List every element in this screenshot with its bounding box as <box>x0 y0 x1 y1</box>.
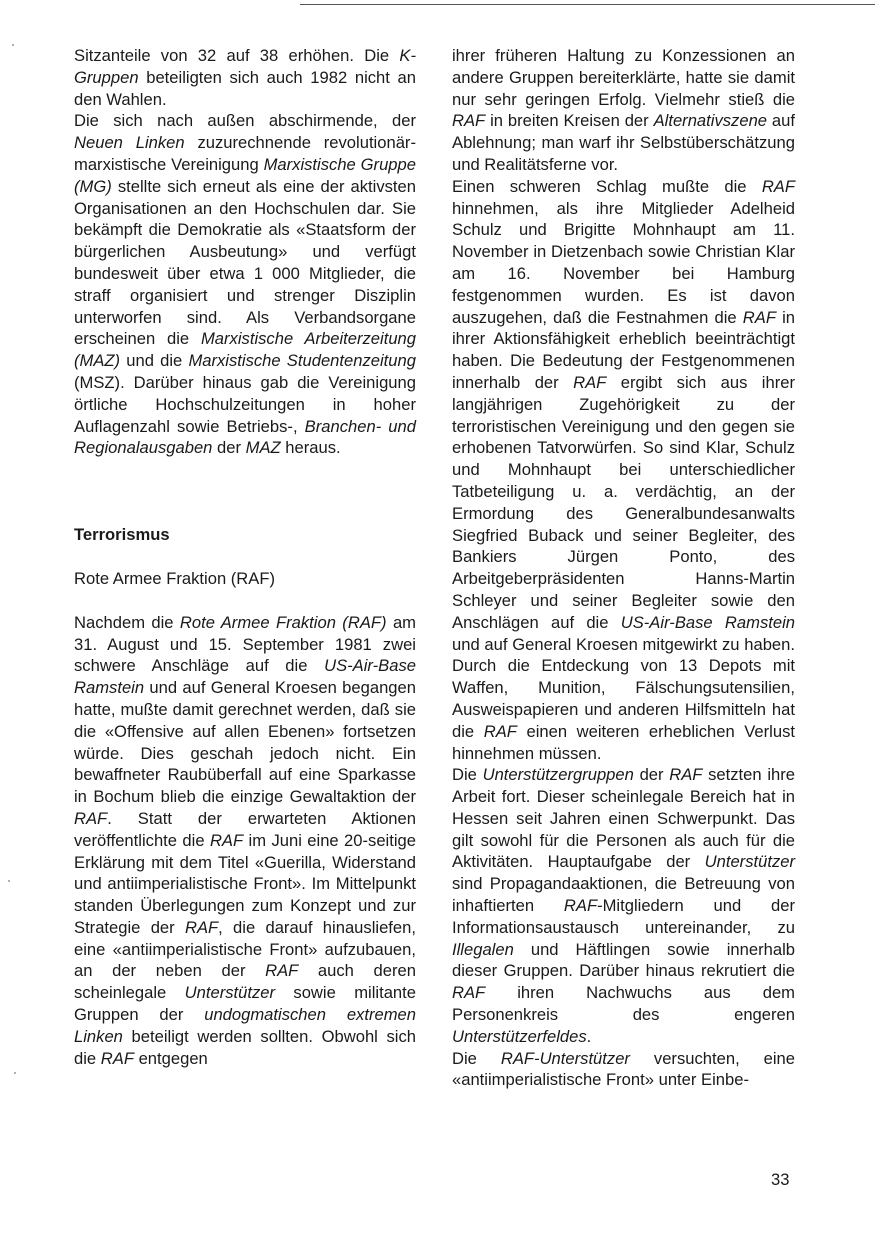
italic-text: RAF-Unterstützer <box>500 1048 630 1068</box>
text-run: versuchten, eine «antiimperialistische Front» unter Einbe- <box>452 1048 796 1090</box>
paragraph <box>452 1048 795 1092</box>
paragraph <box>74 110 416 459</box>
text-run: zuzurechnende revolutionär-marxistische Vereinigung <box>74 133 416 174</box>
italic-text: RAF <box>265 961 299 981</box>
text-run: Die <box>452 1048 501 1068</box>
italic-text: Rote Armee Fraktion (RAF) <box>179 612 387 632</box>
italic-text: RAF <box>452 111 486 131</box>
text-run: . Statt der erwarteten Aktionen veröffentlichte die <box>74 808 416 850</box>
text-run: der <box>212 438 246 458</box>
text-run: beteiligt werden sollten. Obwohl sich die <box>74 1026 416 1068</box>
text-run: in ihrer Aktionsfähigkeit erheblich beeinträchtigt haben. Die Bedeutung der Festgenommenen innerhalb der <box>452 307 795 392</box>
italic-text: US-Air-Base Ramstein <box>74 656 416 698</box>
italic-text: Unterstützerfeldes <box>452 1026 587 1046</box>
text-run: und die <box>120 351 189 371</box>
italic-text: RAF <box>74 808 108 828</box>
italic-text: RAF <box>761 176 795 196</box>
text-run: sind Propagandaaktionen, die Betreuung von inhaftierten <box>452 874 795 916</box>
text-run: Nachdem die <box>74 612 180 632</box>
paragraph <box>452 176 795 765</box>
right-column <box>452 45 795 1091</box>
italic-text: K-Gruppen <box>74 46 416 87</box>
text-run: Die sich nach außen abschirmende, der <box>74 111 416 131</box>
text-run: am 31. August und 15. September 1981 zwei schwere Anschläge auf die <box>74 612 416 676</box>
section-paragraphs <box>74 612 416 1070</box>
italic-text: Unterstützergruppen <box>482 765 634 785</box>
scan-speck <box>8 880 10 882</box>
text-run: in breiten Kreisen der <box>485 111 654 131</box>
text-run: beteiligten sich auch 1982 nicht an den Wahlen. <box>74 67 416 109</box>
text-run: setzten ihre Arbeit fort. Dieser scheinlegale Bereich hat in Hessen seit Jahren einen Schwerpunkt. Das gilt sowohl für die Personen als auch für die Aktivitäten. Hauptaufgabe der <box>452 765 795 872</box>
left-column <box>74 45 416 1069</box>
paragraph <box>74 45 416 110</box>
paragraph <box>452 45 795 176</box>
text-run: stellte sich erneut als eine der aktivsten Organisationen an den Hochschulen dar. Sie bekämpft die Demokratie als «Staatsform der bürgerlichen Ausbeutung» und verfügt bundesweit über etwa 1 000 Mitglieder, die straff organisiert und strenger Disziplin unterworfen sind. Als Verbandsorgane erscheinen die <box>74 176 416 349</box>
text-run: entgegen <box>133 1048 208 1068</box>
italic-text: Marxistische Arbeiterzeitung (MAZ) <box>74 329 417 371</box>
italic-text: RAF <box>669 765 703 785</box>
italic-text: undogmatischen extremen Linken <box>74 1005 416 1046</box>
text-run: , die darauf hinausliefen, eine «antiimperialistische Front» aufzubauen, an der neben der <box>74 917 416 981</box>
text-run: ihren Nachwuchs aus dem Personenkreis des engeren <box>452 983 795 1025</box>
text-run: Die <box>452 765 483 785</box>
text-run: Einen schweren Schlag mußte die <box>452 176 762 196</box>
scan-speck <box>12 44 14 46</box>
text-run: und auf General Kroesen begangen hatte, mußte damit gerechnet werden, daß sie die «Offensive auf allen Ebenen» fortsetzen würde. Dies geschah jedoch nicht. Ein bewaffneter Raubüberfall auf eine Sparkasse in Bochum blieb die einzige Gewaltaktion der <box>74 678 416 807</box>
section-heading: Terrorismus <box>74 525 170 545</box>
italic-text: RAF <box>184 917 219 937</box>
text-run: im Juni eine 20-seitige Erklärung mit dem Titel «Guerilla, Widerstand und antiimperialistische Front». Im Mittelpunkt standen Überlegungen zum Konzept und zur Strategie der <box>74 830 416 937</box>
italic-text: US-Air-Base Ramstein <box>620 612 795 632</box>
text-run: -Mitgliedern und der Informationsaustausch untereinander, zu <box>452 896 795 937</box>
italic-text: Unterstützer <box>184 983 276 1003</box>
text-run: hinnehmen, als ihre Mitglieder Adelheid Schulz und Brigitte Mohnhaupt am 11. November in Dietzenbach sowie Christian Klar am 16. November bei Hamburg festgenommen wurden. Es ist davon auszugehen, daß die Festnahmen die <box>452 198 795 327</box>
italic-text: RAF <box>452 983 486 1003</box>
italic-text: Alternativszene <box>653 111 768 131</box>
italic-text: Branchen- und Regionalausgaben <box>74 416 416 458</box>
text-run: sowie militante Gruppen der <box>74 983 416 1025</box>
italic-text: MAZ <box>245 438 281 458</box>
italic-text: Marxistische Studentenzeitung <box>188 351 416 371</box>
text-run: ihrer früheren Haltung zu Konzessionen an andere Gruppen bereiterklärte, hatte sie damit nur sehr geringen Erfolg. Vielmehr stieß die <box>452 46 795 109</box>
italic-text: Marxistische Gruppe (MG) <box>74 154 416 196</box>
page-number: 33 <box>771 1170 790 1189</box>
text-run: . <box>586 1026 592 1046</box>
scan-speck <box>14 1072 16 1074</box>
paragraph <box>452 764 795 1047</box>
italic-text: RAF <box>573 372 607 392</box>
text-run: Sitzanteile von 32 auf 38 erhöhen. Die <box>74 46 400 65</box>
text-run: auf Ablehnung; man warf ihr Selbstüberschätzung und Realitätsferne vor. <box>452 111 795 174</box>
italic-text: RAF <box>742 307 776 327</box>
text-run: auch deren scheinlegale <box>74 961 416 1003</box>
text-run: und Häftlingen sowie innerhalb dieser Gruppen. Darüber hinaus rekrutiert die <box>452 939 795 981</box>
italic-text: Unterstützer <box>704 852 795 872</box>
text-run: heraus. <box>280 438 341 458</box>
italic-text: RAF <box>563 896 598 916</box>
section-subheading: Rote Armee Fraktion (RAF) <box>74 568 276 588</box>
left-paragraphs <box>74 45 416 459</box>
italic-text: Illegalen <box>452 939 514 959</box>
right-paragraphs <box>452 45 795 1091</box>
top-rule <box>300 4 875 5</box>
text-run: und auf General Kroesen mitgewirkt zu haben. Durch die Entdeckung von 13 Depots mit Waffen, Munition, Fälschungsutensilien, Ausweispapieren und anderen Hilfsmitteln hat die <box>452 634 795 741</box>
text-run: einen weiteren erheblichen Verlust hinnehmen müssen. <box>452 721 795 763</box>
italic-text: RAF <box>100 1048 134 1068</box>
italic-text: RAF <box>483 721 517 741</box>
text-run: der <box>633 765 670 785</box>
italic-text: RAF <box>209 830 244 850</box>
italic-text: Neuen Linken <box>74 133 185 153</box>
paragraph <box>74 612 416 1070</box>
text-run: (MSZ). Darüber hinaus gab die Vereinigung örtliche Hochschulzeitungen in hoher Auflagenzahl sowie Betriebs-, <box>74 372 416 436</box>
text-run: ergibt sich aus ihrer langjährigen Zugehörigkeit zu der terroristischen Vereinigung und den gegen sie erhobenen Tatvorwürfen. So sind Klar, Schulz und Mohnhaupt bei unterschiedlicher Tatbeteiligung u. a. verdächtig, an der Ermordung des Generalbundesanwalts Siegfried Buback und seiner Begleiter, des Bankiers Jürgen Ponto, des Arbeitgeberpräsidenten Hanns-Martin Schleyer und seiner Begleiter sowie den Anschlägen auf die <box>452 372 795 632</box>
